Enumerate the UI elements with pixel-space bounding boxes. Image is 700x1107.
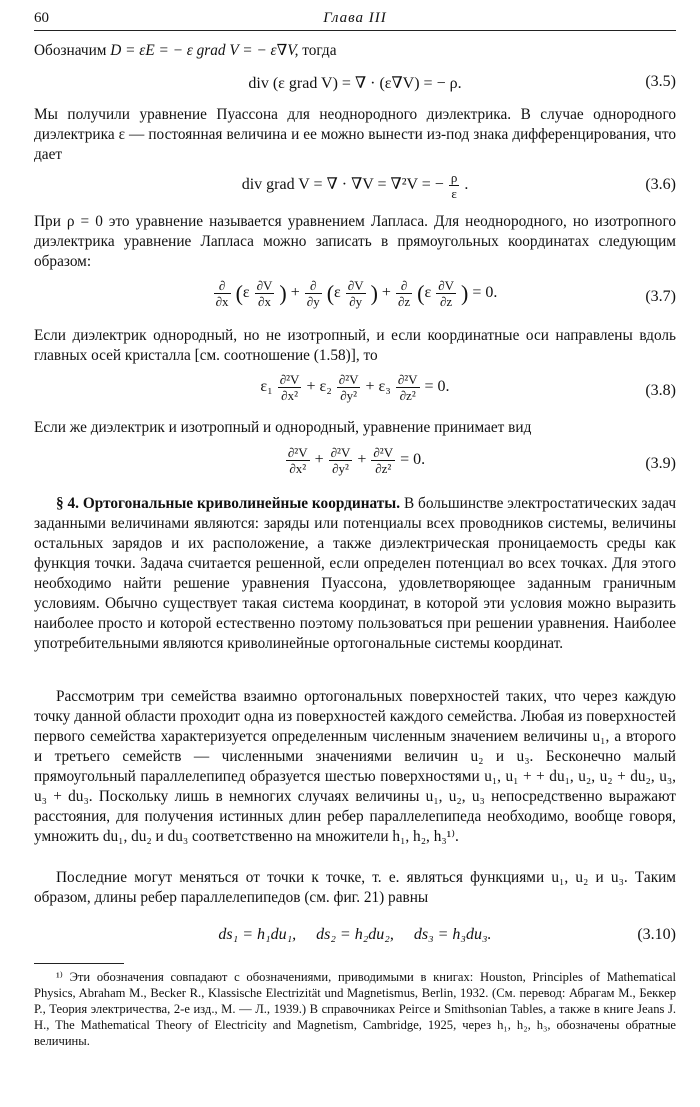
equation-3-7-number: (3.7): [645, 288, 676, 305]
equation-3-10: [34, 926, 676, 966]
equation-3-6-fraction: $\frac{\rho}{\varepsilon}$: [450, 170, 458, 201]
paragraph-anisotropic: Если диэлектрик однородный, но не изотропный, и если координатные оси направлены вдоль главных осей кристалла [см. соотношение (1.58)], то: [34, 327, 676, 364]
paragraph-surfaces: Рассмотрим три семейства взаимно ортогональных поверхностей таких, что через каждую точку данной области проходит одна из поверхностей каждого семейства. Любая из поверхностей первого семейства характеризуется определенным численным значением величины u₁, а второго и третьего семейств — численными значениями величин u₂ и u₃. Бесконечно малый прямоугольный параллелепипед образуется шестью поверхностями u₁, u₁ + + du₁, u₂, u₂ + du₂, u₃, u₃ + du₃. Поскольку лишь в немногих случаях величины u₁, u₂, u₃ непосредственно выражают расстояния, для получения истинных длин ребер параллелепипеда необходимо, вообще говоря, умножить du₁, du₂ и du₃ соответственно на множители h₁, h₂, h₃¹⁾.: [34, 688, 676, 845]
equation-3-9-number: (3.9): [645, 455, 676, 472]
section-4-paragraph: [34, 494, 676, 654]
equation-3-5-number: (3.5): [645, 73, 676, 90]
equation-3-6-lhs: div grad V = ∇ · ∇V = ∇²V = −: [241, 176, 444, 194]
running-title: Глава III: [323, 10, 387, 26]
footnote: ¹⁾ Эти обозначения совпадают с обозначениями, приводимыми в книгах: Houston, Principles of Mathematical Physics, Abraham M., Becker R., Klassische Electrizität und Magnetismus, Berlin, 1932. (См. перевод: Абрагам М., Беккер Р., Теория электричества, 2-е изд., М. — Л., 1939.) В справочниках Peirce и Smithsonian Tables, а также в книге Jeans J. H., The Mathematical Theory of Electricity and Magnetism, Cambridge, 1925, через h₁, h₂, h₃, обозначены обратные величины.: [34, 970, 676, 1048]
equation-3-8-number: (3.8): [645, 382, 676, 399]
notation-suffix: тогда: [302, 42, 337, 59]
footnote-rule: [34, 963, 124, 964]
paragraph-isotropic: Если же диэлектрик и изотропный и однородный, уравнение принимает вид: [34, 419, 532, 436]
section-heading: § 4. Ортогональные криволинейные координаты.: [56, 495, 401, 512]
page-number: 60: [34, 10, 49, 26]
equation-3-7: $\frac{\partial}{\partial x}$ (ε $\frac{\partial V}{\partial x}$ ) + $\frac{\partial}{\partial y}$ (ε $\frac{\partial V}{\partial y}$ ) + $\frac{\partial}{\partial z}$ (ε $\frac{\partial V}{\partial z}$ ) = 0. (3.7): [215, 278, 676, 309]
paragraph-edges: Последние могут меняться от точки к точке, т. е. являться функциями u₁, u₂ и u₃. Таким образом, длины ребер параллелепипедов (см. фиг. 21) равны: [34, 869, 676, 906]
paragraph-laplace: При ρ = 0 это уравнение называется уравнением Лапласа. Для неоднородного, но изотропного диэлектрика уравнение Лапласа можно записать в прямоугольных координатах следующим образом:: [34, 213, 676, 270]
paragraph-poisson: Мы получили уравнение Пуассона для неоднородного диэлектрика. В случае однородного диэлектрика ε — постоянная величина и ее можно вынести из-под знака дифференцирования, что дает: [34, 106, 676, 163]
section-text: В большинстве электростатических задач заданными величинами являются: заряды или потенциалы всех проводников системы, величины остальных зарядов и их расположение, а также диэлектрическая проницаемость среды как функция точки. Задача считается решенной, если определен потенциал во всех точках. Для этого необходимо найти решение уравнения Пуассона, удовлетворяющее заданным граничным условиям. Обычно существует такая система координат, в которой эти условия можно выразить наиболее просто и которой естественно поэтому пользоваться при решении уравнения. Наиболее употребительными являются криволинейные ортогональные системы координат.: [34, 495, 677, 652]
equation-3-6: div grad V = ∇ · ∇V = ∇²V = − $\frac{\rho}{\varepsilon}$ . (3.6): [241, 170, 676, 201]
notation-prefix: Обозначим: [34, 42, 107, 59]
running-header: [34, 8, 676, 31]
equation-3-6-number: (3.6): [645, 176, 676, 193]
equation-3-10-body: ds₁ = h₁du₁, ds₂ = h₂du₂, ds₃ = h₃du₃.: [218, 926, 492, 943]
equation-3-8: ε₁ $\frac{\text{∂²V}}{\text{∂x²}}$ + ε₂ $\frac{\text{∂²V}}{\text{∂y²}}$ + ε₃ $\frac{\text{∂²V}}{\text{∂z²}}$ = 0. (3.8): [260, 372, 676, 403]
equation-3-10-number: (3.10): [637, 926, 676, 943]
equation-3-5-body: div (ε grad V) = ∇ · (ε∇V) = − ρ.: [248, 75, 462, 92]
equation-3-9: $\frac{\text{∂²V}}{\text{∂x²}}$ + $\frac{\text{∂²V}}{\text{∂y²}}$ + $\frac{\text{∂²V}}{\text{∂z²}}$ = 0. (3.9): [287, 445, 676, 476]
paragraph-notation: [34, 41, 676, 61]
notation-expression: D = εE = − ε grad V = − ε∇V,: [110, 42, 299, 59]
